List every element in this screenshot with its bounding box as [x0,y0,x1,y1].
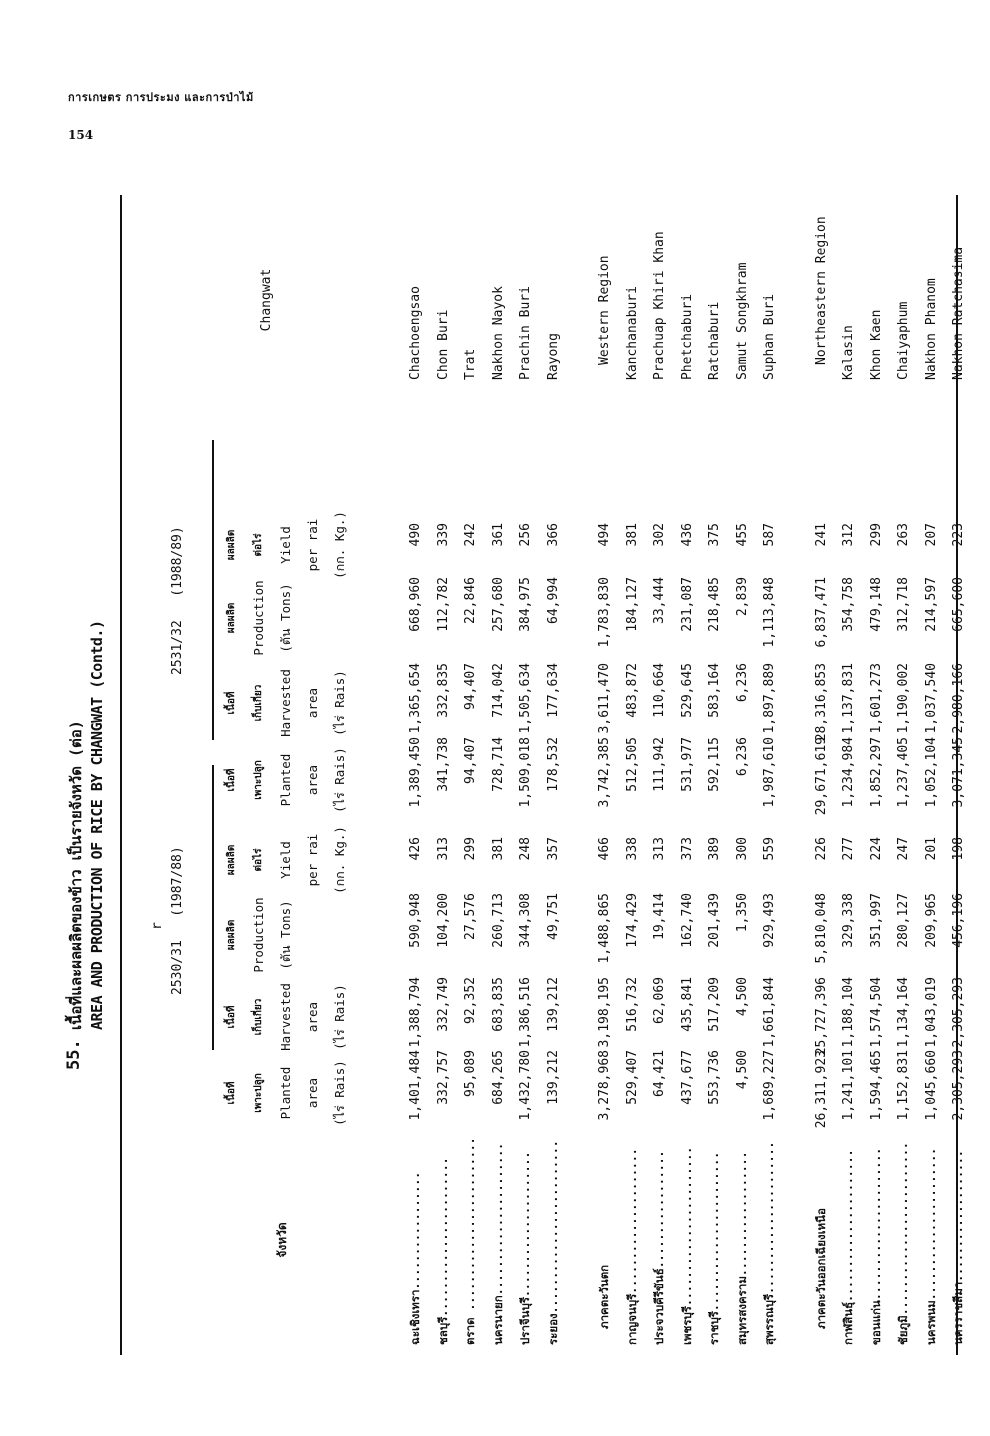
page-number: 154 [68,128,94,142]
cell-value: 929,493 [762,893,777,948]
cell-value: 516,732 [624,977,640,1032]
column-header-line: Production [251,897,266,973]
changwat-name-english: Prachin Buri [518,286,533,380]
column-header-line: (ไร่ Rais) [332,670,347,736]
cell-value: 231,087 [679,577,695,632]
column-header-line: (กก. Kg.) [332,826,347,894]
cell-value: 257,680 [490,577,506,632]
column-header [218,655,353,751]
cell-value: 1,661,844 [762,977,777,1048]
cell-value: 1,987,610 [762,737,777,808]
column-header-line: Production [251,580,266,656]
changwat-name-english: Kanchanaburi [624,286,640,380]
cell-value: 338 [624,837,640,861]
cell-value: 1,389,450 [408,737,423,808]
cell-value: 3,071,345 [951,737,966,808]
section-title: การเกษตร การประมง และการป่าไม้ [68,91,254,104]
cell-value: 3,611,470 [597,663,612,734]
changwat-name-english: Nakhon Phanom [923,278,939,380]
changwat-name-thai: สมุทรสงคราม.................. [734,1151,749,1345]
table-row [619,195,647,1355]
column-header [218,969,353,1065]
column-header-line: เพาะปลูก [253,760,264,800]
changwat-name-thai: ตราด ......................... [463,1137,477,1345]
column-header-line: เก็บเกี่ยว [253,684,264,722]
cell-value: 5,810,048 [813,893,829,964]
cell-value: 665,600 [951,577,966,632]
cell-value: 361 [490,523,506,547]
cell-value: 1,505,634 [518,663,533,734]
cell-value: 64,421 [652,1050,667,1097]
column-header-line: area [305,687,320,719]
cell-value: 494 [597,523,612,547]
changwat-name-thai: ชลบุรี....................... [435,1157,450,1345]
column-header-line: ผลผลิต [226,919,237,951]
cell-value: 313 [435,837,451,861]
table-row [863,195,891,1355]
cell-value: 280,127 [896,893,911,948]
row-spacer [784,195,808,1355]
cell-value: 218,485 [707,577,722,632]
region-row [808,195,836,1355]
revised-mark: r [150,922,165,930]
cell-value: 2,305,293 [951,977,966,1048]
cell-value: 299 [868,523,884,547]
changwat-name-english: Kalasin [841,325,856,380]
cell-value: 332,835 [435,663,451,718]
changwat-name-english: Northeastern Region [813,216,829,365]
cell-value: 1,037,540 [923,663,939,734]
group-header-1988-89: 2531/32 (1988/89) [170,526,185,675]
column-header-line: (ตัน Tons) [278,900,293,970]
cell-value: 94,407 [463,663,478,710]
cell-value: 1,350 [734,893,750,933]
column-header-line: per rai [305,833,320,887]
cell-value: 512,505 [624,737,640,792]
cell-value: 95,089 [463,1050,478,1097]
table-number: 55. [64,1039,84,1070]
table-row [674,195,702,1355]
table-row [729,195,757,1355]
changwat-name-thai: ฉะเชิงเทรา................. [408,1171,422,1345]
changwat-name-english: Trat [463,348,478,380]
cell-value: 256 [518,523,533,547]
changwat-name-english: Khon Kaen [868,309,884,380]
cell-value: 587 [762,523,777,547]
cell-value: 339 [435,523,451,547]
cell-value: 1,852,297 [868,737,884,808]
cell-value: 174,429 [624,893,640,948]
cell-value: 2,980,166 [951,663,966,734]
cell-value: 1,574,504 [868,977,884,1048]
changwat-name-english: Suphan Buri [762,293,777,380]
cell-value: 1,052,104 [923,737,939,808]
column-header-line: area [305,1001,320,1033]
cell-value: 139,212 [545,977,561,1032]
cell-value: 1,509,018 [518,737,533,808]
changwat-name-english: Samut Songkhram [734,262,750,380]
changwat-name-thai: กาฬสินธุ์...................... [841,1149,855,1345]
cell-value: 344,308 [518,893,533,948]
cell-value: 483,872 [624,663,640,718]
cell-value: 247 [896,837,911,861]
cell-value: 332,749 [435,977,451,1032]
cell-value: 1,045,660 [923,1050,939,1121]
changwat-name-thai: นครนายก...................... [490,1142,505,1345]
cell-value: 224 [868,837,884,861]
changwat-name-thai: ภาคตะวันออกเฉียงเหนือ [813,1208,828,1329]
cell-value: 1,365,654 [408,663,423,734]
row-spacer [567,195,591,1355]
cell-value: 1,488,865 [597,893,612,964]
cell-value: 25,727,396 [813,977,829,1056]
cell-value: 214,597 [923,577,939,632]
cell-value: 1,689,227 [762,1050,777,1121]
cell-value: 3,278,968 [597,1050,612,1121]
changwat-name-english: Phetchaburi [679,293,695,380]
cell-value: 332,757 [435,1050,451,1105]
cell-value: 6,837,471 [813,577,829,648]
cell-value: 1,432,780 [518,1050,533,1121]
cell-value: 312 [841,523,856,547]
cell-value: 553,736 [707,1050,722,1105]
changwat-name-thai: ระยอง......................... [545,1140,560,1345]
cell-value: 64,994 [545,577,561,624]
cell-value: 198 [951,837,966,861]
cell-value: 1,601,273 [868,663,884,734]
cell-value: 517,209 [707,977,722,1032]
column-header-changwat: Changwat [259,268,274,332]
column-header-line: area [305,1077,320,1109]
cell-value: 242 [463,523,478,547]
cell-value: 209,965 [923,893,939,948]
cell-value: 559 [762,837,777,861]
cell-value: 381 [624,523,640,547]
table-title-thai: เนื้อที่และผลผลิตของข้าว เป็นรายจังหวัด (ต่อ) [67,720,85,1030]
changwat-name-thai: นครพนม...................... [923,1147,938,1345]
column-header-line: เพาะปลูก [253,1073,264,1113]
cell-value: 263 [896,523,911,547]
cell-value: 184,127 [624,577,640,632]
cell-value: 728,714 [490,737,506,792]
cell-value: 373 [679,837,695,861]
cell-value: 26,311,923 [813,1050,829,1129]
cell-value: 92,352 [463,977,478,1024]
changwat-name-thai: เพชรบุรี....................... [679,1146,694,1345]
column-header-line: Planted [278,753,293,807]
column-header-line: ต่อไร่ [253,848,264,872]
cell-value: 1,152,831 [896,1050,911,1121]
cell-value: 714,042 [490,663,506,718]
cell-value: 207 [923,523,939,547]
cell-value: 531,977 [679,737,695,792]
table-row [402,195,430,1355]
cell-value: 366 [545,523,561,547]
changwat-name-english: Ratchaburi [707,301,722,380]
cell-value: 4,500 [734,977,750,1017]
changwat-name-thai: นครราชสีมา................... [951,1150,965,1345]
cell-value: 104,200 [435,893,451,948]
group-rule-1987 [212,765,214,1050]
cell-value: 139,212 [545,1050,561,1105]
cell-value: 1,190,002 [896,663,911,734]
cell-value: 1,234,984 [841,737,856,808]
group-header-1987-88: 2530/31 (1987/88) [170,846,185,995]
cell-value: 1,188,104 [841,977,856,1048]
cell-value: 375 [707,523,722,547]
cell-value: 2,305,293 [951,1050,966,1121]
cell-value: 426 [408,837,423,861]
table-row [918,195,946,1355]
cell-value: 300 [734,837,750,861]
cell-value: 29,671,619 [813,737,829,816]
column-header-line: Planted [278,1066,293,1120]
cell-value: 110,664 [652,663,667,718]
cell-value: 22,846 [463,577,478,624]
cell-value: 62,069 [652,977,667,1024]
table-row [485,195,513,1355]
cell-value: 1,137,831 [841,663,856,734]
cell-value: 1,043,019 [923,977,939,1048]
column-header-line: เนื้อที่ [226,1005,237,1029]
page-header [68,88,254,142]
column-header-line: Yield [278,526,293,564]
cell-value: 592,115 [707,737,722,792]
changwat-name-english: Western Region [597,255,612,365]
cell-value: 19,414 [652,893,667,940]
cell-value: 260,713 [490,893,506,948]
changwat-name-thai: ราชบุรี....................... [707,1151,721,1345]
table-row [646,195,674,1355]
cell-value: 436 [679,523,695,547]
changwat-name-thai: ขอนแก่น...................... [868,1147,883,1345]
cell-value: 3,742,385 [597,737,612,808]
table-title [64,195,118,1355]
cell-value: 683,835 [490,977,506,1032]
cell-value: 178,532 [545,737,561,792]
column-header-line: (ไร่ Rais) [332,1060,347,1126]
cell-value: 1,241,101 [841,1050,856,1121]
column-header-thai-changwat: จังหวัด [275,1222,289,1258]
changwat-name-thai: ชัยภูมิ......................... [896,1142,910,1345]
cell-value: 529,645 [679,663,695,718]
column-header-line: ผลผลิต [226,844,237,876]
cell-value: 381 [490,837,506,861]
column-header-line: เก็บเกี่ยว [253,998,264,1036]
cell-value: 341,738 [435,737,451,792]
table-top-rule [120,195,122,1355]
table-title-english: AREA AND PRODUCTION OF RICE BY CHANGWAT (Contd.) [88,620,106,1030]
table-body [402,195,973,1355]
cell-value: 223 [951,523,966,547]
cell-value: 1,401,484 [408,1050,423,1121]
changwat-name-english: Chaiyaphum [896,301,911,380]
changwat-name-thai: ประจวบคีรีขันธ์................. [652,1150,666,1345]
cell-value: 1,113,848 [762,577,777,648]
table-row [945,195,973,1355]
cell-value: 33,444 [652,577,667,624]
cell-value: 456,196 [951,893,966,948]
changwat-name-thai: สุพรรณบุรี...................... [762,1141,776,1345]
cell-value: 1,783,830 [597,577,612,648]
column-header-line: Harvested [278,983,293,1051]
column-header-line: ผลผลิต [226,529,237,561]
cell-value: 479,148 [868,577,884,632]
column-header-line: ผลผลิต [226,602,237,634]
cell-value: 329,338 [841,893,856,948]
changwat-name-english: Nakhon Nayok [490,286,506,380]
cell-value: 1,594,465 [868,1050,884,1121]
cell-value: 435,841 [679,977,695,1032]
cell-value: 455 [734,523,750,547]
cell-value: 590,948 [408,893,423,948]
cell-value: 490 [408,523,423,547]
column-header-line: เนื้อที่ [226,768,237,792]
changwat-name-english: Nakhon Ratchasima [951,246,966,380]
cell-value: 241 [813,523,829,547]
column-header-line: (ตัน Tons) [278,583,293,653]
column-header-line: (ไร่ Rais) [332,984,347,1050]
cell-value: 111,942 [652,737,667,792]
table-row [701,195,729,1355]
cell-value: 27,576 [463,893,478,940]
cell-value: 3,198,195 [597,977,612,1048]
table-row [457,195,485,1355]
cell-value: 6,236 [734,737,750,777]
cell-value: 1,237,405 [896,737,911,808]
cell-value: 28,316,853 [813,663,829,742]
cell-value: 226 [813,837,829,861]
cell-value: 668,960 [408,577,423,632]
cell-value: 162,740 [679,893,695,948]
cell-value: 112,782 [435,577,451,632]
cell-value: 302 [652,523,667,547]
cell-value: 1,897,889 [762,663,777,734]
table-row [540,195,568,1355]
changwat-name-thai: ปราจีนบุรี..................... [518,1151,532,1345]
cell-value: 354,758 [841,577,856,632]
table-row [890,195,918,1355]
cell-value: 248 [518,837,533,861]
cell-value: 389 [707,837,722,861]
cell-value: 201,439 [707,893,722,948]
cell-value: 277 [841,837,856,861]
cell-value: 1,388,794 [408,977,423,1048]
cell-value: 94,407 [463,737,478,784]
changwat-name-english: Prachuap Khiri Khan [652,231,667,380]
cell-value: 466 [597,837,612,861]
cell-value: 684,265 [490,1050,506,1105]
cell-value: 351,997 [868,893,884,948]
cell-value: 1,386,516 [518,977,533,1048]
cell-value: 4,500 [734,1050,750,1090]
changwat-name-english: Chachoengsao [408,286,423,380]
column-header-line: Yield [278,841,293,879]
cell-value: 1,134,164 [896,977,911,1048]
cell-value: 49,751 [545,893,561,940]
cell-value: 6,236 [734,663,750,703]
column-header-line: เนื้อที่ [226,1081,237,1105]
table-row [756,195,784,1355]
cell-value: 299 [463,837,478,861]
cell-value: 312,718 [896,577,911,632]
column-header-line: (กก. Kg.) [332,511,347,579]
column-header-line: Harvested [278,669,293,737]
changwat-name-thai: ภาคตะวันตก [597,1264,611,1329]
cell-value: 2,839 [734,577,750,617]
cell-value: 177,634 [545,663,561,718]
cell-value: 201 [923,837,939,861]
changwat-name-english: Rayong [545,333,561,380]
changwat-name-thai: กาญจนบุรี..................... [624,1148,639,1345]
table-row [430,195,458,1355]
rotated-table-page [60,195,966,1355]
table-row [512,195,540,1355]
cell-value: 313 [652,837,667,861]
column-header-line: เนื้อที่ [226,691,237,715]
column-header-line: area [305,764,320,796]
column-header [218,497,353,593]
cell-value: 357 [545,837,561,861]
column-header-line: (ไร่ Rais) [332,747,347,813]
table-row [835,195,863,1355]
changwat-name-english: Chon Buri [435,309,451,380]
region-row [591,195,619,1355]
cell-value: 384,975 [518,577,533,632]
cell-value: 583,164 [707,663,722,718]
cell-value: 437,677 [679,1050,695,1105]
group-rule-1988 [212,440,214,740]
cell-value: 529,407 [624,1050,640,1105]
column-header-line: per rai [305,518,320,572]
column-header-line: ต่อไร่ [253,533,264,557]
